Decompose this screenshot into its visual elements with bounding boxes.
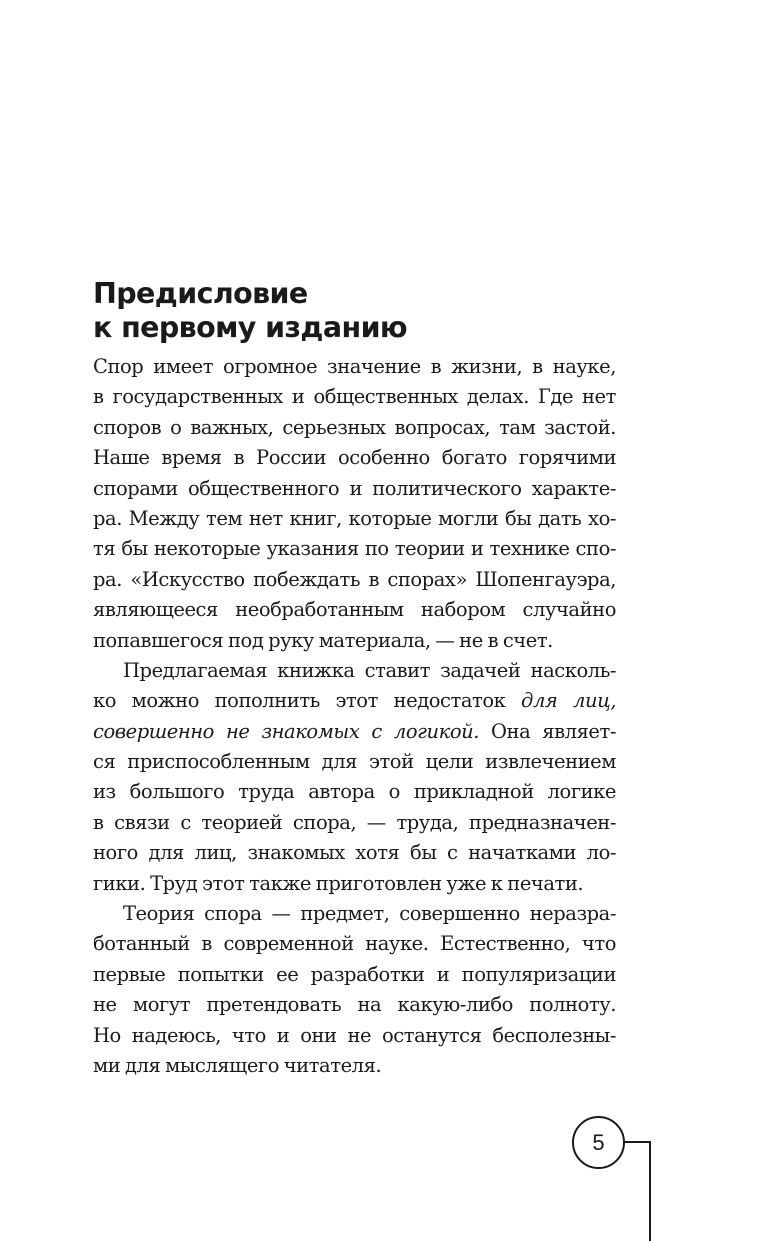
text-line: ботанный в современной науке. Естественно, что [93, 932, 616, 956]
text-line: Предлагаемая книжка ставит задачей насколь- [123, 658, 616, 682]
text-line: Наше время в России особенно богато горячими [93, 446, 616, 470]
chapter-heading-line-1: Предисловие [93, 277, 308, 310]
text-line: не могут претендовать на какую-либо полноту. [93, 993, 616, 1017]
text-line: из большого труда автора о прикладной логике [93, 780, 616, 804]
text-line: ми для мыслящего читателя. [93, 1053, 382, 1077]
text-line: споров о важных, серьезных вопросах, там застой. [93, 415, 616, 439]
emphasis-text: для лиц, [521, 689, 616, 713]
text-line: ра. Между тем нет книг, которые могли бы дать хо- [93, 506, 616, 530]
chapter-heading [93, 277, 633, 345]
page-number: 5 [572, 1116, 625, 1169]
text-line: ра. «Искусство побеждать в спорах» Шопенгауэра, [93, 567, 616, 591]
emphasis-text: совершенно не знакомых с логикой. [93, 719, 479, 743]
text-line: ся приспособленным для этой цели извлечением [93, 750, 616, 774]
text-line: Но надеюсь, что и они не останутся бесполезны- [93, 1023, 616, 1047]
body-text [93, 352, 616, 1081]
corner-rule-horizontal [625, 1141, 651, 1143]
text-segment: ко можно пополнить этот недостаток [93, 689, 506, 713]
text-line: гики. Труд этот также приготовлен уже к печати. [93, 871, 584, 895]
text-line: Теория спора — предмет, совершенно неразра- [123, 902, 616, 926]
text-line [93, 717, 616, 747]
text-segment: Она являет- [491, 719, 616, 743]
text-line: ного для лиц, знакомых хотя бы с начатками ло- [93, 841, 616, 865]
text-line: первые попытки ее разработки и популяризации [93, 962, 616, 986]
text-line: тя бы некоторые указания по теории и технике спо- [93, 537, 616, 561]
text-line: в государственных и общественных делах. Где нет [93, 385, 616, 409]
text-line: являющееся необработанным набором случайно [93, 598, 616, 622]
paragraph-1 [93, 352, 616, 656]
corner-rule-vertical [649, 1141, 651, 1241]
paragraph-3 [93, 899, 616, 1081]
text-line: Спор имеет огромное значение в жизни, в науке, [93, 355, 616, 378]
paragraph-2 [93, 656, 616, 899]
chapter-heading-line-2: к первому изданию [93, 311, 408, 344]
text-line: спорами общественного и политического характе- [93, 476, 616, 500]
text-line [93, 686, 616, 716]
text-line: попавшегося под руку материала, — не в счет. [93, 628, 553, 652]
text-line: в связи с теорией спора, — труда, предназначен- [93, 810, 616, 834]
